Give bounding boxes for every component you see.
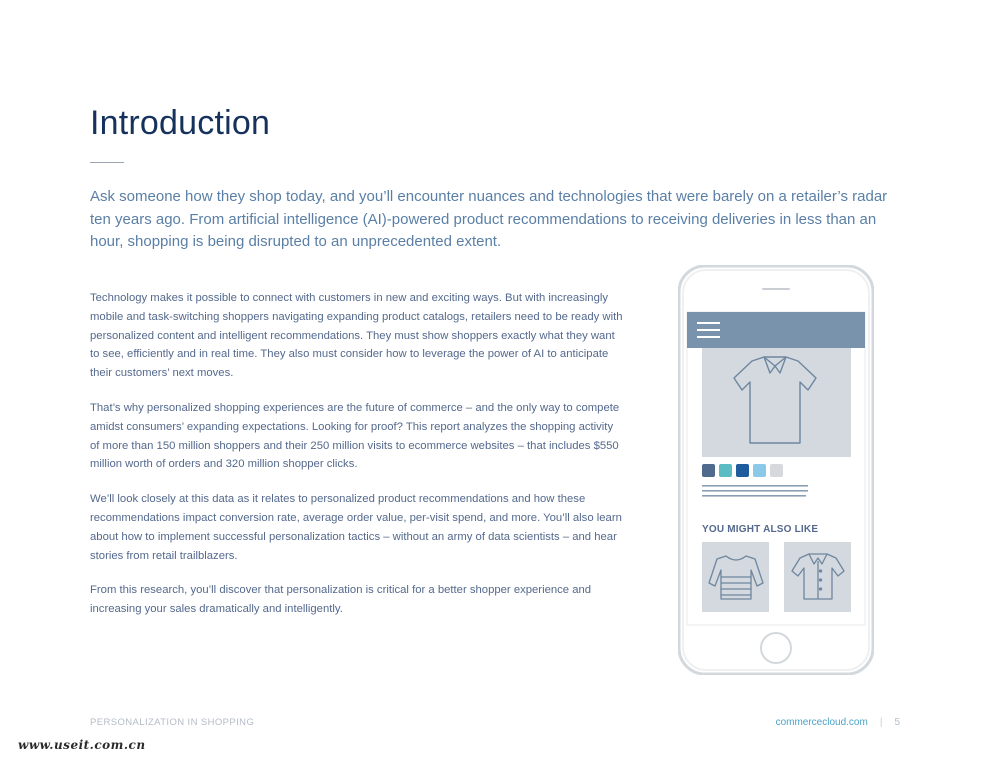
page-number: 5 <box>894 717 900 728</box>
body-paragraph-4: From this research, you’ll discover that personalization is critical for a better shopper experience and increasing your sales dramatically and intelligently. <box>90 584 592 616</box>
color-swatch-1 <box>702 464 715 477</box>
body-paragraph-1: Technology makes it possible to connect with customers in new and exciting ways. But with increasingly mobile and task-switching shoppers navigating expanding product catalogs, retailers need to be ready with personalized content and intelligent recommendations. They must show shoppers exactly what they want to see, efficiently and in real time. They also must consider how to leverage the power of AI to anticipate their customers’ next moves. <box>90 292 623 380</box>
footer-website-link[interactable]: commercecloud.com <box>775 717 868 728</box>
footer-doc-title: PERSONALIZATION IN SHOPPING <box>90 717 255 728</box>
color-swatch-2 <box>719 464 732 477</box>
color-swatches <box>702 464 783 477</box>
body-text <box>90 289 625 635</box>
body-paragraph-2: That’s why personalized shopping experiences are the future of commerce – and the only way to compete amidst consumers’ expanding expectations. Looking for proof? This report analyzes the shopping activity of more than 150 million shoppers and their 250 million visits to ecommerce websites – that includes $550 million worth of orders and 320 million shopper clicks. <box>90 401 620 471</box>
page-title: Introduction <box>90 104 271 142</box>
footer-separator: | <box>879 717 883 728</box>
speaker-slot <box>762 288 790 290</box>
color-swatch-5 <box>770 464 783 477</box>
footer-right <box>776 717 900 728</box>
watermark: www.useit.com.cn <box>18 738 146 752</box>
intro-paragraph: Ask someone how they shop today, and you’ll encounter nuances and technologies that were barely on a retailer’s radar ten years ago. From artificial intelligence (AI)-powered product recommendations to receiving deliveries in less than an hour, shopping is being disrupted to an unprecedented extent. <box>90 188 888 250</box>
color-swatch-3 <box>736 464 749 477</box>
home-button <box>761 633 791 663</box>
color-swatch-4 <box>753 464 766 477</box>
body-paragraph-3: We’ll look closely at this data as it relates to personalized product recommendations and how these recommendations impact conversion rate, average order value, per-visit spend, and more. You’ll also learn about how to implement successful personalization tactics – without an army of data scientists – and hear stories from retail trailblazers. <box>90 493 622 562</box>
recommend-label: YOU MIGHT ALSO LIKE <box>702 524 819 535</box>
title-underline <box>90 162 124 163</box>
phone-illustration <box>678 265 874 675</box>
